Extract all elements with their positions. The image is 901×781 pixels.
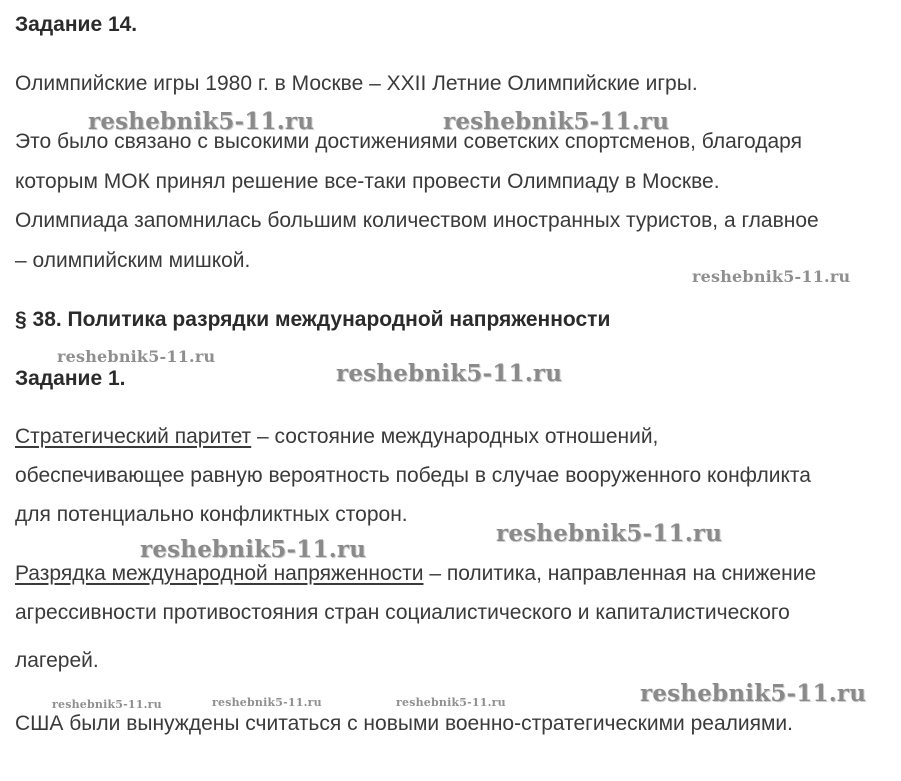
watermark: reshebnik5-11.ru (443, 108, 670, 135)
section-38-title: § 38. Политика разрядки международной напряженности (15, 308, 611, 331)
final-statement: США были вынуждены считаться с новыми военно-стратегическими реалиями. (15, 712, 793, 735)
watermark: reshebnik5-11.ru (692, 267, 851, 286)
watermark: reshebnik5-11.ru (396, 696, 506, 709)
task-14-line-1: Олимпийские игры 1980 г. в Москве – XXII Летние Олимпийские игры. (15, 72, 698, 95)
definition-2-line-2: агрессивности противостояния стран социалистического и капиталистического (15, 601, 790, 624)
watermark: reshebnik5-11.ru (88, 108, 315, 135)
watermark: reshebnik5-11.ru (640, 680, 867, 707)
watermark: reshebnik5-11.ru (336, 360, 563, 387)
definition-2-rest: – политика, направленная на снижение (423, 562, 817, 585)
task-14-line-2: Это было связано с высокими достижениями советских спортсменов, благодаря (15, 130, 802, 153)
task-14-title: Задание 14. (15, 13, 138, 36)
definition-2-line-3: лагерей. (15, 649, 99, 672)
definition-1-line-2: обеспечивающее равную вероятность победы в случае вооруженного конфликта (15, 464, 811, 487)
definition-1-line-3: для потенциально конфликтных сторон. (15, 503, 408, 526)
definition-1-rest: – состояние международных отношений, (251, 425, 659, 448)
definition-1-line-1 (15, 424, 658, 450)
watermark: reshebnik5-11.ru (57, 347, 216, 366)
task-14-line-4: Олимпиада запомнилась большим количеством иностранных туристов, а главное (15, 209, 819, 232)
task-14-line-3: которым МОК принял решение все-таки провести Олимпиаду в Москве. (15, 170, 720, 193)
term-detente: Разрядка международной напряженности (15, 562, 424, 585)
watermark: reshebnik5-11.ru (496, 520, 723, 547)
definition-2-line-1 (15, 561, 816, 587)
term-strategic-parity: Стратегический паритет (15, 425, 252, 448)
watermark: reshebnik5-11.ru (52, 698, 162, 711)
task-1-title: Задание 1. (15, 367, 126, 390)
task-14-line-5: – олимпийским мишкой. (15, 249, 251, 272)
watermark: reshebnik5-11.ru (212, 696, 322, 709)
watermark: reshebnik5-11.ru (140, 536, 367, 563)
